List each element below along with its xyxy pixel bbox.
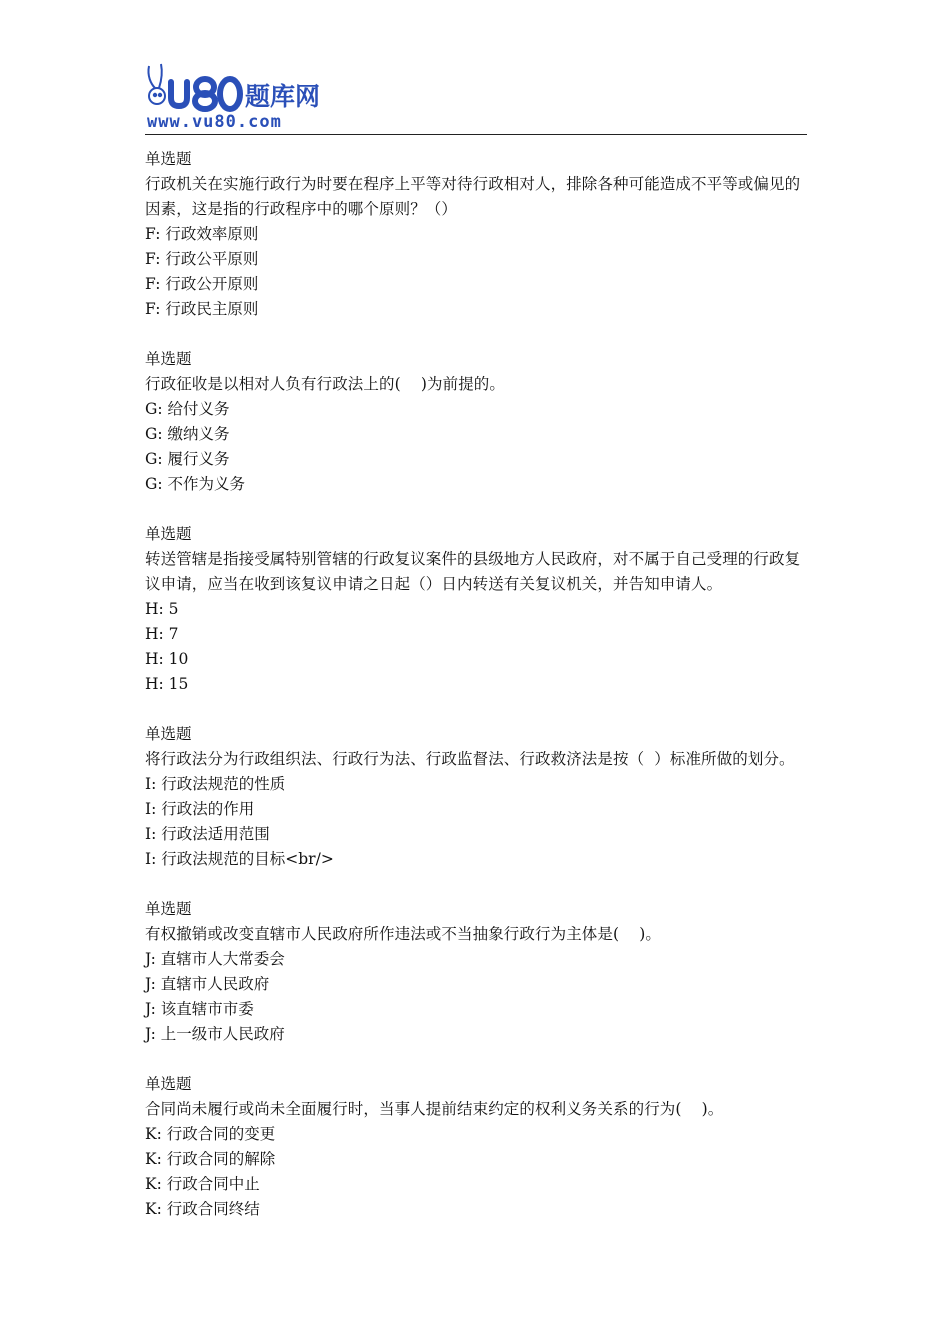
answer-option: K: 行政合同终结 (145, 1200, 260, 1218)
question-stem: 行政征收是以相对人负有行政法上的( )为前提的。 (145, 375, 506, 393)
answer-option: K: 行政合同的解除 (145, 1150, 276, 1168)
question-block (145, 522, 810, 697)
question-block (145, 722, 810, 872)
answer-option: H: 15 (145, 675, 189, 693)
answer-option: G: 缴纳义务 (145, 425, 230, 443)
answer-option: J: 该直辖市市委 (145, 1000, 254, 1018)
question-type: 单选题 (145, 350, 192, 368)
answer-option: G: 给付义务 (145, 400, 230, 418)
answer-option: I: 行政法规范的目标<br/> (145, 850, 334, 868)
logo-site-name: 题库网 (245, 82, 321, 111)
question-stem: 行政机关在实施行政行为时要在程序上平等对待行政相对人，排除各种可能造成不平等或偏见的因素，这是指的行政程序中的哪个原则？（） (145, 175, 801, 218)
answer-option: K: 行政合同的变更 (145, 1125, 276, 1143)
answer-option: H: 7 (145, 625, 179, 643)
answer-option: F: 行政民主原则 (145, 300, 259, 318)
question-block (145, 897, 810, 1047)
answer-option: I: 行政法规范的性质 (145, 775, 286, 793)
answer-option: J: 上一级市人民政府 (145, 1025, 285, 1043)
answer-option: G: 履行义务 (145, 450, 230, 468)
question-type: 单选题 (145, 1075, 192, 1093)
answer-option: F: 行政效率原则 (145, 225, 259, 243)
answer-option: F: 行政公开原则 (145, 275, 259, 293)
question-type: 单选题 (145, 725, 192, 743)
answer-option: G: 不作为义务 (145, 475, 246, 493)
question-list (145, 147, 810, 1247)
logo-url: www.vu80.com (147, 112, 282, 132)
answer-option: H: 5 (145, 600, 179, 618)
logo-u80-icon (171, 79, 240, 109)
question-stem: 将行政法分为行政组织法、行政行为法、行政监督法、行政救济法是按（ ）标准所做的划分。 (145, 750, 795, 768)
answer-option: I: 行政法适用范围 (145, 825, 270, 843)
question-type: 单选题 (145, 900, 192, 918)
question-type: 单选题 (145, 525, 192, 543)
question-stem: 有权撤销或改变直辖市人民政府所作违法或不当抽象行政行为主体是( )。 (145, 925, 662, 943)
question-stem: 转送管辖是指接受属特别管辖的行政复议案件的县级地方人民政府，对不属于自己受理的行政复议申请，应当在收到该复议申请之日起（）日内转送有关复议机关，并告知申请人。 (145, 550, 801, 593)
answer-option: F: 行政公平原则 (145, 250, 259, 268)
header-divider (145, 134, 807, 135)
question-stem: 合同尚未履行或尚未全面履行时，当事人提前结束约定的权利义务关系的行为( )。 (145, 1100, 724, 1118)
rabbit-mascot-icon (148, 64, 165, 104)
answer-option: H: 10 (145, 650, 189, 668)
answer-option: I: 行政法的作用 (145, 800, 255, 818)
question-type: 单选题 (145, 150, 192, 168)
answer-option: J: 直辖市人大常委会 (145, 950, 285, 968)
page-header (145, 62, 807, 136)
answer-option: K: 行政合同中止 (145, 1175, 260, 1193)
question-block (145, 347, 810, 497)
answer-option: J: 直辖市人民政府 (145, 975, 270, 993)
question-block (145, 147, 810, 322)
question-block (145, 1072, 810, 1222)
